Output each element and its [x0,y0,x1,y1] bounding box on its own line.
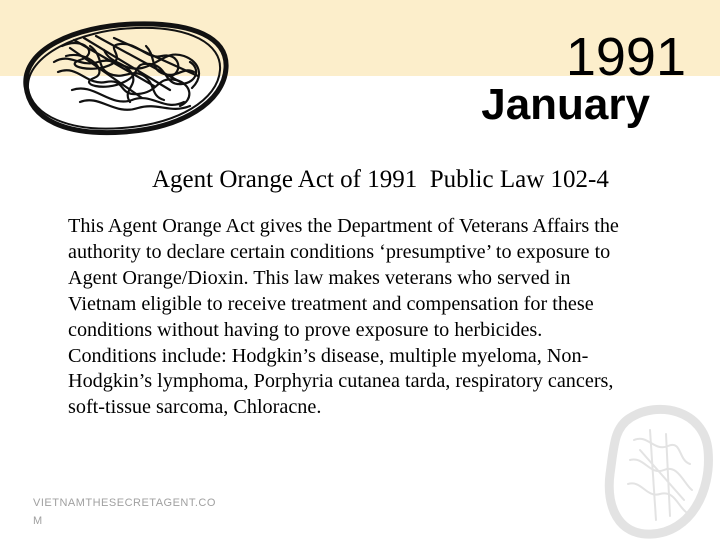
body-line: soft-tissue sarcoma, Chloracne. [68,396,322,419]
body-line: Vietnam eligible to receive treatment and compensation for these [68,292,594,315]
body-line: conditions without having to prove exposure to herbicides. [68,318,543,341]
body-line: Conditions include: Hodgkin’s disease, multiple myeloma, Non- [68,344,589,367]
body-line: authority to declare certain conditions ‘presumptive’ to exposure to [68,240,611,263]
footer-url: VIETNAMTHESECRETAGENT.COM [33,497,216,527]
body-line: Hodgkin’s lymphoma, Porphyria cutanea tarda, respiratory cancers, [68,370,614,393]
body-line: Agent Orange/Dioxin. This law makes veterans who served in [68,266,571,289]
year-heading: 1991 [565,27,686,87]
body-line: This Agent Orange Act gives the Department of Veterans Affairs the [68,215,619,237]
act-title: Agent Orange Act of 1991 Public Law 102-4 [152,166,609,193]
scribble-logo-icon [14,16,234,142]
month-heading: January [481,80,650,129]
body-paragraph [68,214,698,421]
